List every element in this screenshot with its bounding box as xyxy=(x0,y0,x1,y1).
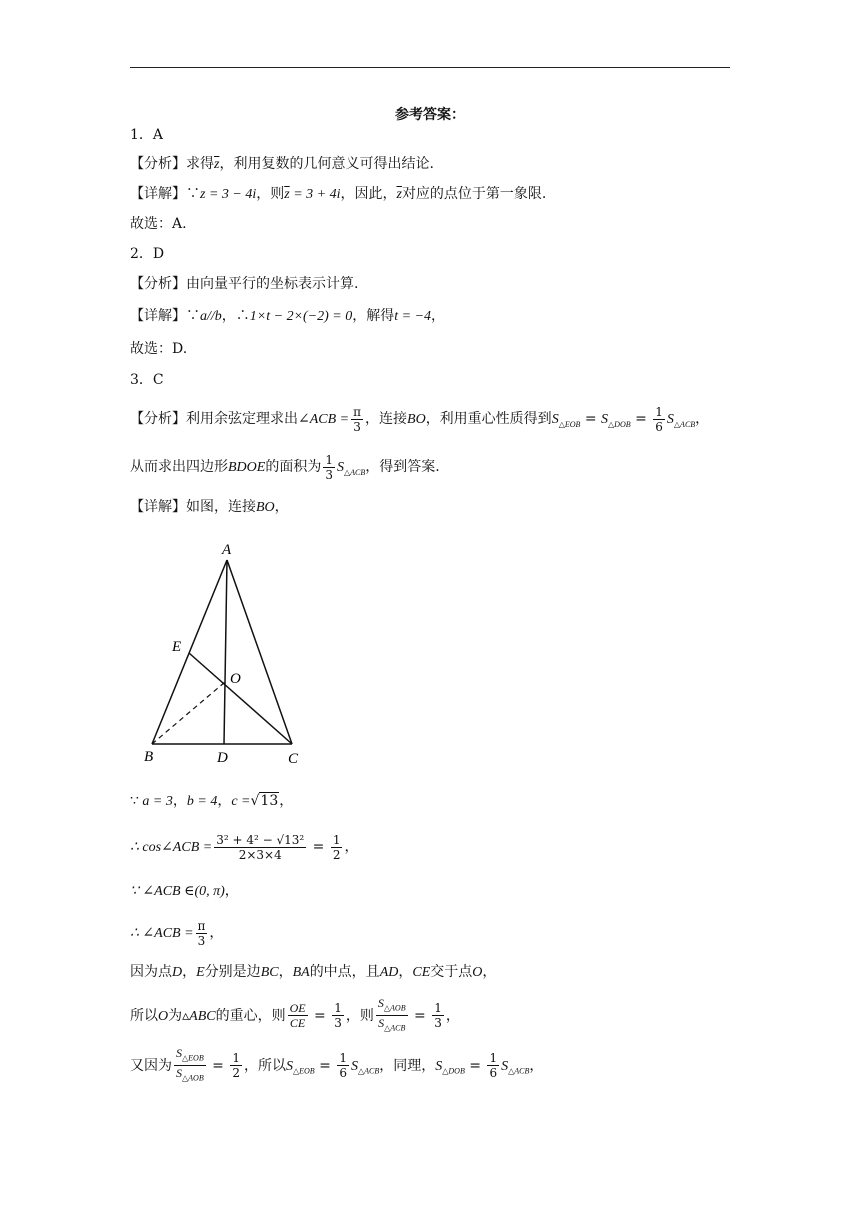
area-ratio-statement: 又因为 $\frac{S_{\triangle EOB}}{S_{\triangle AOB}}$ = $\frac{1}{2}$ ，所以$S_{\triangle EOB}$ = $\frac{1}{6}$ $S_{\triangle ACB}$，同理，$S_{\triangle DOB}$ = $\frac{1}{6}$ $S_{\triangle ACB}$， xyxy=(130,1046,544,1083)
label-c: C xyxy=(288,751,299,767)
angle-range: ∵ ∠ACB ∈(0, π)， xyxy=(130,883,239,899)
q3-analysis: 【分析】利用余弦定理求出∠ACB = $\frac{\pi}{3}$ ，连接BO，利用重心性质得到$S_{\triangle EOB} = S_{\triangle DOB}$ = $\frac{1}{6}$ $S_{\triangle ACB}$， xyxy=(130,404,710,434)
dashed-bo xyxy=(152,682,225,744)
label-b: B xyxy=(144,749,154,765)
given-values: ∵ a = 3，b = 4，c =√13， xyxy=(130,793,294,809)
q2-analysis: 【分析】由向量平行的坐标表示计算. xyxy=(130,276,359,292)
label-e: E xyxy=(172,639,182,655)
page-title: 参考答案： xyxy=(395,107,465,123)
label-a: A xyxy=(222,542,232,558)
edge-ab xyxy=(152,560,227,744)
q3-detail: 【详解】如图，连接BO， xyxy=(130,499,289,515)
centroid-statement: 所以O为▵ABC的重心，则 $\frac{OE}{CE}$ = $\frac{1}{3}$ ，则 $\frac{S_{\triangle AOB}}{S_{\triangle ACB}}$ = $\frac{1}{3}$ ， xyxy=(130,996,460,1033)
header-rule xyxy=(130,67,730,68)
label-o: O xyxy=(230,671,241,687)
triangle-figure xyxy=(140,536,320,768)
q2-number: 2．D xyxy=(130,246,165,262)
cos-computation: ∴ cos∠ACB = $\frac{\text{3² + 4² − √13²}}{2\times 3\times 4}$ = $\frac{1}{2}$ ， xyxy=(130,832,359,862)
q1-number: 1．A xyxy=(130,127,164,143)
median-ad xyxy=(224,560,227,744)
midpoint-statement: 因为点D，E分别是边BC，BA的中点，且AD，CE交于点O， xyxy=(130,964,497,980)
q1-choice: 故选：A. xyxy=(130,216,187,232)
edge-ac xyxy=(227,560,292,744)
q2-choice: 故选：D. xyxy=(130,341,188,357)
label-d: D xyxy=(217,750,228,766)
q3-analysis-2: 从而求出四边形BDOE的面积为 $\frac{1}{3}$ $S_{\triangle ACB}$，得到答案. xyxy=(130,452,440,482)
q2-detail: 【详解】∵a//b，∴1×t − 2×(−2) = 0，解得t = −4， xyxy=(130,308,446,324)
angle-result: ∴ ∠ACB = $\frac{\pi}{3}$ ， xyxy=(130,918,224,948)
q3-number: 3．C xyxy=(130,372,164,388)
q1-analysis: 【分析】求得$\overline{z}$，利用复数的几何意义可得出结论. xyxy=(130,156,434,172)
q1-detail: 【详解】∵z = 3 − 4i，则$\overline{z} = 3 + 4i$，因此，$\overline{z}$对应的点位于第一象限. xyxy=(130,186,547,202)
